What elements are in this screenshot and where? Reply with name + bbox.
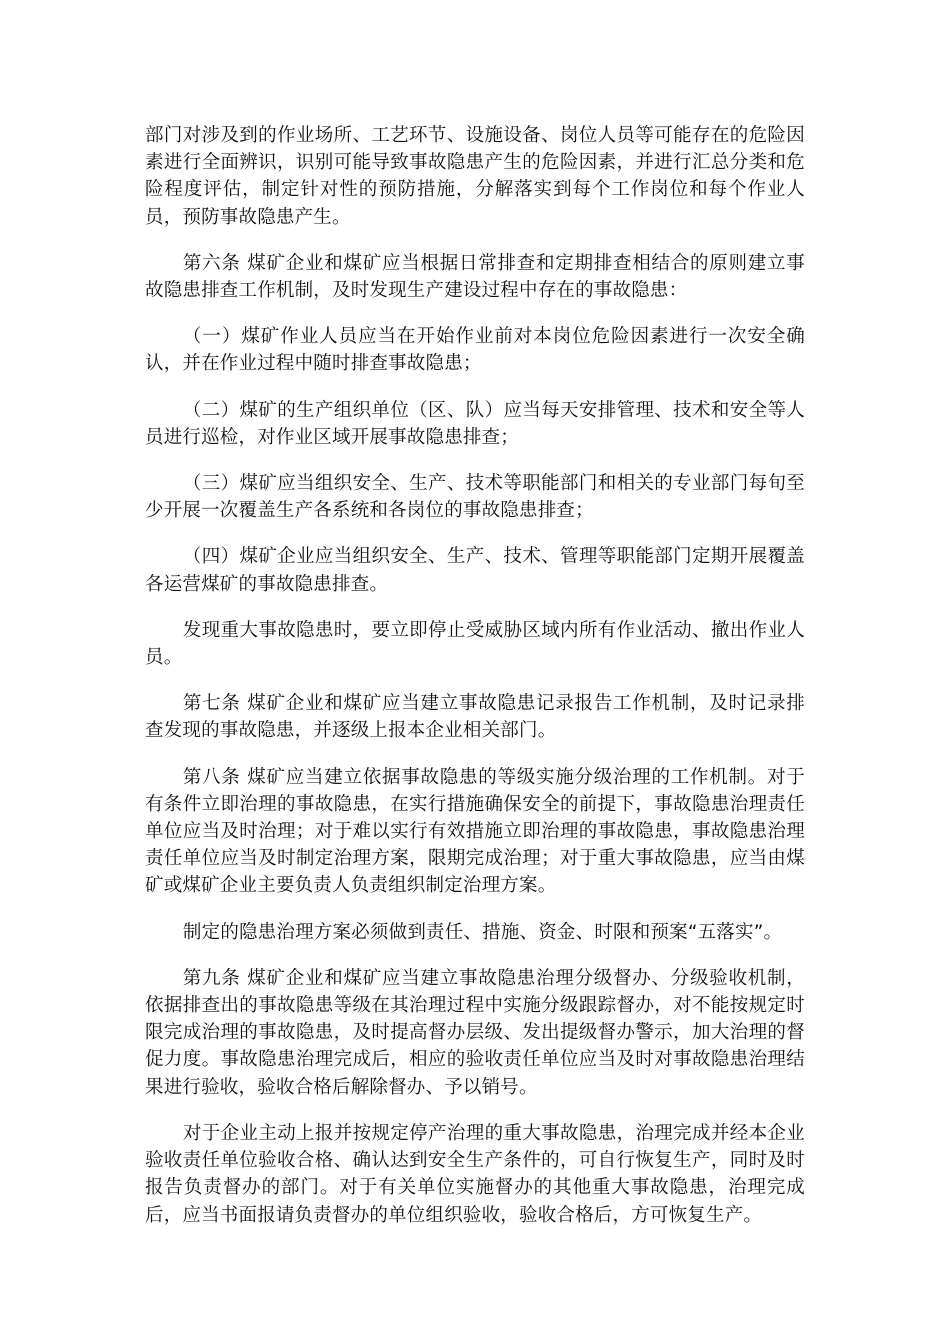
paragraph-five-implementations: 制定的隐患治理方案必须做到责任、措施、资金、时限和预案“五落实”。 — [182, 921, 783, 943]
paragraph-article-6: 第六条 煤矿企业和煤矿应当根据日常排查和定期排查相结合的原则建立事故隐患排查工作机制，及时发现生产建设过程中存在的事故隐患： — [145, 252, 805, 302]
paragraph-major-hazard: 发现重大事故隐患时，要立即停止受威胁区域内所有作业活动、撤出作业人员。 — [145, 619, 805, 669]
document-page — [145, 122, 805, 1248]
paragraph-article-9: 第九条 煤矿企业和煤矿应当建立事故隐患治理分级督办、分级验收机制，依据排查出的事故隐患等级在其治理过程中实施分级跟踪督办，对不能按规定时限完成治理的事故隐患，及时提高督办层级、发出提级督办警示，加大治理的督促力度。事故隐患治理完成后，相应的验收责任单位应当及时对事故隐患治理结果进行验收，验收合格后解除督办、予以销号。 — [145, 967, 805, 1098]
paragraph-item-1: （一）煤矿作业人员应当在开始作业前对本岗位危险因素进行一次安全确认，并在作业过程中随时排查事故隐患； — [145, 326, 805, 375]
paragraph-article-7: 第七条 煤矿企业和煤矿应当建立事故隐患记录报告工作机制，及时记录排查发现的事故隐患，并逐级上报本企业相关部门。 — [145, 693, 805, 742]
paragraph-article-8: 第八条 煤矿应当建立依据事故隐患的等级实施分级治理的工作机制。对于有条件立即治理的事故隐患，在实行措施确保安全的前提下，事故隐患治理责任单位应当及时治理；对于难以实行有效措施立即治理的事故隐患，事故隐患治理责任单位应当及时制定治理方案，限期完成治理；对于重大事故隐患，应当由煤矿或煤矿企业主要负责人负责组织制定治理方案。 — [145, 766, 805, 897]
paragraph-item-2: （二）煤矿的生产组织单位（区、队）应当每天安排管理、技术和安全等人员进行巡检，对作业区域开展事故隐患排查； — [145, 399, 805, 448]
paragraph-resume-production: 对于企业主动上报并按规定停产治理的重大事故隐患，治理完成并经本企业验收责任单位验收合格、确认达到安全生产条件的，可自行恢复生产，同时及时报告负责督办的部门。对于有关单位实施督办的其他重大事故隐患，治理完成后，应当书面报请负责督办的单位组织验收，验收合格后，方可恢复生产。 — [145, 1122, 805, 1226]
paragraph-item-3: （三）煤矿应当组织安全、生产、技术等职能部门和相关的专业部门每旬至少开展一次覆盖生产各系统和各岗位的事故隐患排查； — [145, 473, 805, 522]
paragraph-item-4: （四）煤矿企业应当组织安全、生产、技术、管理等职能部门定期开展覆盖各运营煤矿的事故隐患排查。 — [145, 546, 805, 595]
paragraph-continuation: 部门对涉及到的作业场所、工艺环节、设施设备、岗位人员等可能存在的危险因素进行全面辨识，识别可能导致事故隐患产生的危险因素，并进行汇总分类和危险程度评估，制定针对性的预防措施，分解落实到每个工作岗位和每个作业人员，预防事故隐患产生。 — [145, 125, 805, 228]
